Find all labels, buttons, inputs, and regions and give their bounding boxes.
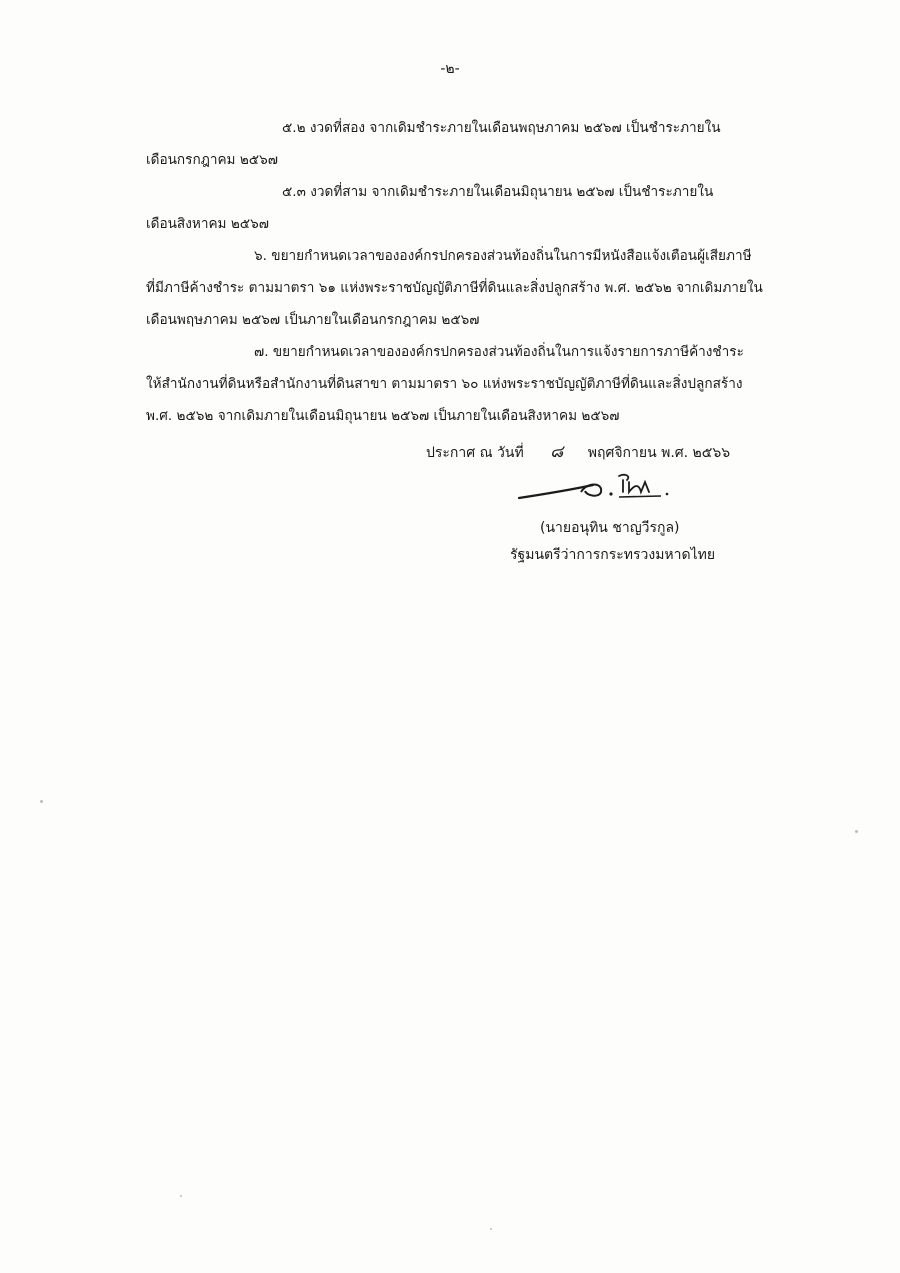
- handwritten-signature: [515, 470, 685, 510]
- clause-5-2-line-2: เดือนกรกฎาคม ๒๕๖๗: [146, 152, 278, 168]
- announcement-month-year: พฤศจิกายน พ.ศ. ๒๕๖๖: [587, 445, 731, 461]
- signatory-position: รัฐมนตรีว่าการกระทรวงมหาดไทย: [510, 547, 716, 563]
- clause-6-line-2: ที่มีภาษีค้างชำระ ตามมาตรา ๖๑ แห่งพระราชบัญญัติภาษีที่ดินและสิ่งปลูกสร้าง พ.ศ. ๒๕๖๒ จากเดิมภายใน: [146, 280, 763, 296]
- announcement-day: ๘: [550, 442, 564, 462]
- clause-5-3-line-1: ๕.๓ งวดที่สาม จากเดิมชำระภายในเดือนมิถุนายน ๒๕๖๗ เป็นชำระภายใน: [282, 184, 714, 200]
- announcement-date: [426, 438, 730, 465]
- announcement-prefix: ประกาศ ณ วันที่: [426, 445, 524, 461]
- clause-7-line-1: ๗. ขยายกำหนดเวลาขององค์กรปกครองส่วนท้องถิ่นในการแจ้งรายการภาษีค้างชำระ: [254, 344, 744, 360]
- page-number: -๒-: [440, 61, 460, 77]
- clause-6-line-3: เดือนพฤษภาคม ๒๕๖๗ เป็นภายในเดือนกรกฎาคม ๒๕๖๗: [146, 312, 480, 328]
- clause-5-3-line-2: เดือนสิงหาคม ๒๕๖๗: [146, 216, 269, 232]
- scan-speck: [180, 1195, 182, 1197]
- scan-speck: [855, 830, 858, 833]
- clause-6-line-1: ๖. ขยายกำหนดเวลาขององค์กรปกครองส่วนท้องถิ่นในการมีหนังสือแจ้งเตือนผู้เสียภาษี: [254, 248, 752, 264]
- scan-speck: [40, 800, 43, 803]
- scan-speck: [490, 1228, 492, 1230]
- clause-5-2-line-1: ๕.๒ งวดที่สอง จากเดิมชำระภายในเดือนพฤษภาคม ๒๕๖๗ เป็นชำระภายใน: [282, 120, 721, 136]
- clause-7-line-3: พ.ศ. ๒๕๖๒ จากเดิมภายในเดือนมิถุนายน ๒๕๖๗ เป็นภายในเดือนสิงหาคม ๒๕๖๗: [146, 408, 620, 424]
- signatory-name: (นายอนุทิน ชาญวีรกูล): [540, 520, 680, 536]
- clause-7-line-2: ให้สำนักงานที่ดินหรือสำนักงานที่ดินสาขา ตามมาตรา ๖๐ แห่งพระราชบัญญัติภาษีที่ดินและสิ่งปลูกสร้าง: [146, 376, 743, 392]
